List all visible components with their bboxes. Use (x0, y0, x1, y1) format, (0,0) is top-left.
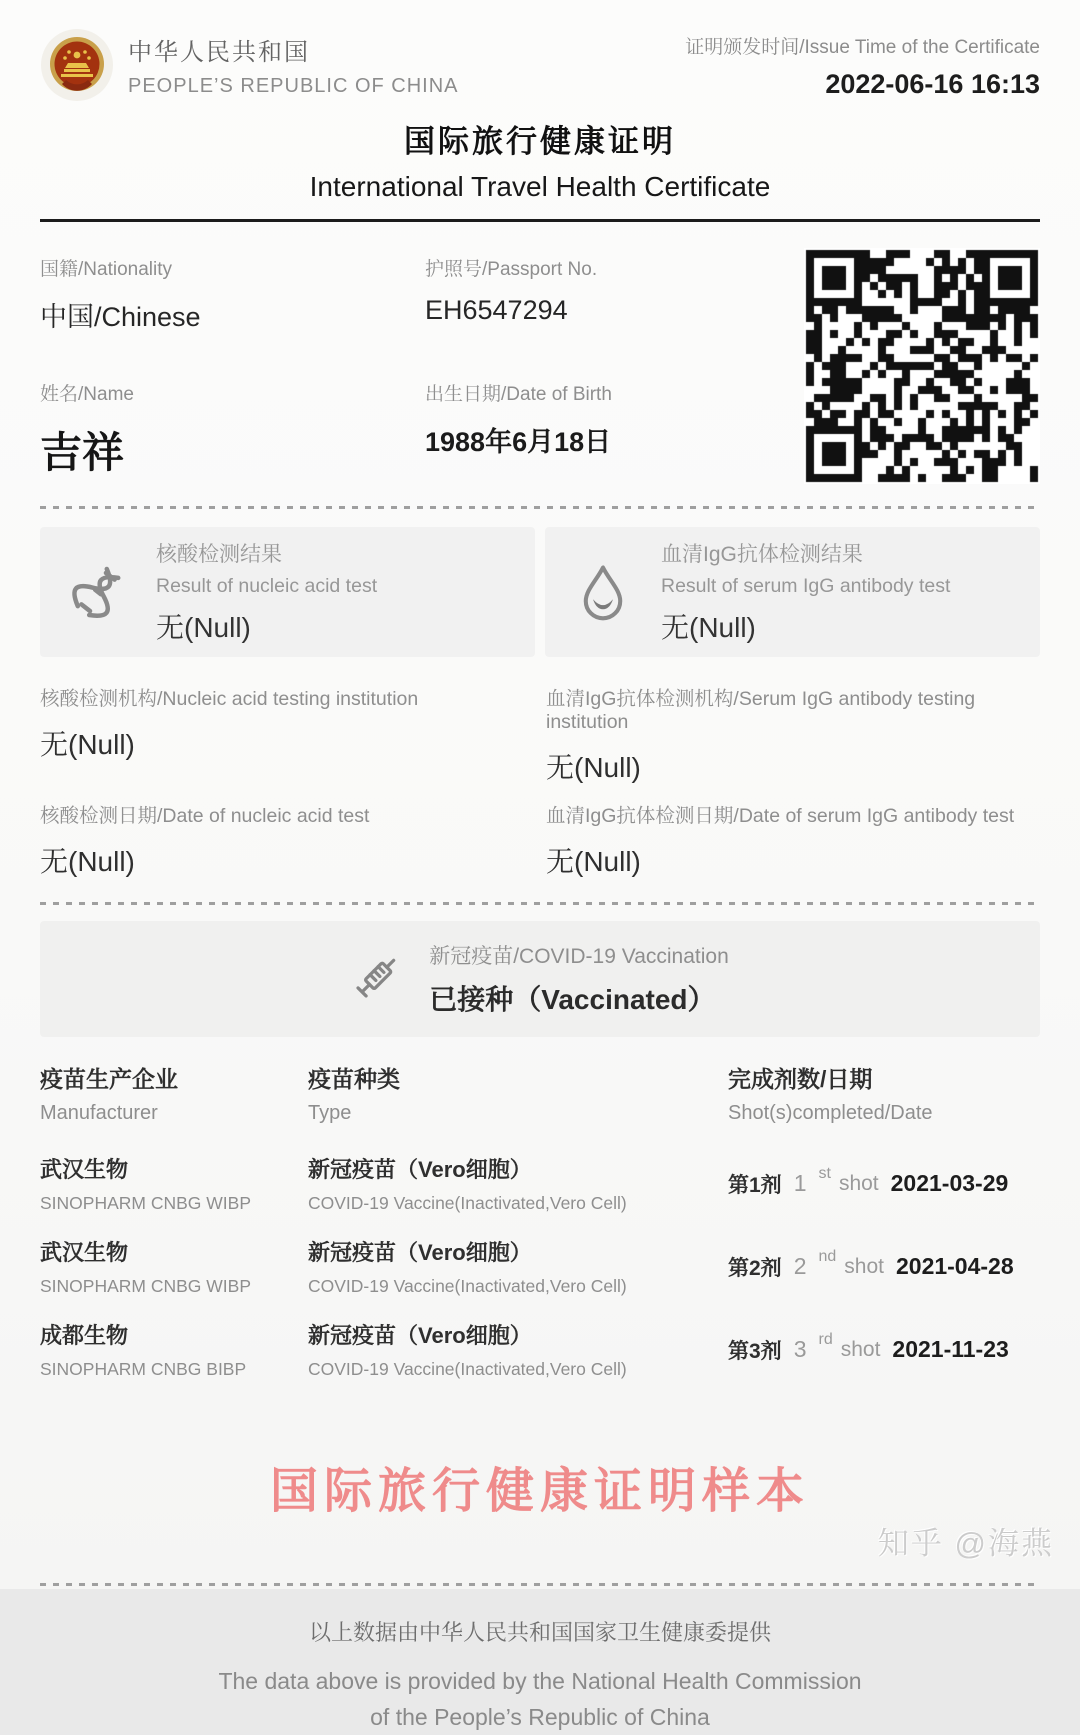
dose-date: 2021-04-28 (895, 1253, 1014, 1279)
test-details (40, 683, 1040, 880)
col-header-shots (728, 1061, 1040, 1125)
type-en: COVID-19 Vaccine(Inactivated,Vero Cell) (308, 1359, 627, 1379)
sample-watermark: 国际旅行健康证明样本 (269, 1465, 810, 1518)
title-zh: 国际旅行健康证明 (404, 124, 676, 159)
dose-label: 第2剂 (728, 1256, 782, 1280)
vaccination-banner (40, 921, 1040, 1037)
name-field (40, 379, 425, 485)
type-zh: 新冠疫苗（Vero细胞） (308, 1240, 532, 1265)
title-en: International Travel Health Certificate (309, 171, 771, 202)
country-name-en: PEOPLE’S REPUBLIC OF CHINA (128, 75, 459, 97)
zhihu-watermark: 知乎 @海燕 (877, 1526, 1054, 1561)
nationality-value: 中国/Chinese (40, 302, 201, 332)
vaccination-title: 新冠疫苗/COVID-19 Vaccination (429, 945, 729, 968)
divider (40, 506, 1040, 509)
type-en: COVID-19 Vaccine(Inactivated,Vero Cell) (308, 1193, 627, 1213)
nucleic-card-value: 无(Null) (156, 612, 251, 643)
col-header-manufacturer (40, 1061, 308, 1125)
manufacturer-en: SINOPHARM CNBG WIBP (40, 1276, 251, 1296)
header-zh: 完成剂数/日期 (728, 1066, 873, 1092)
detail-label: 血清IgG抗体检测日期/Date of serum IgG antibody test (546, 805, 1015, 827)
blood-drop-icon (545, 563, 661, 621)
dose-number: 2 (793, 1253, 807, 1279)
table-row-type (308, 1311, 728, 1388)
nationality-label: 国籍/Nationality (40, 259, 172, 280)
name-label: 姓名/Name (40, 383, 134, 405)
detail-label: 核酸检测日期/Date of nucleic acid test (40, 805, 370, 827)
dose-number: 1 (793, 1170, 807, 1196)
dose-word: shot (840, 1337, 881, 1361)
footer-en-line1: The data above is provided by the National Health Commission (218, 1668, 862, 1694)
manufacturer-zh: 武汉生物 (40, 1157, 129, 1182)
certificate-title (40, 116, 1040, 222)
header-zh: 疫苗种类 (308, 1066, 400, 1092)
nucleic-acid-card (40, 527, 535, 657)
detail-value: 无(Null) (40, 846, 135, 877)
dose-ordinal: nd (818, 1247, 837, 1265)
table-row-manufacturer (40, 1228, 308, 1305)
col-header-type (308, 1061, 728, 1125)
table-row-manufacturer (40, 1145, 308, 1222)
serum-date (546, 800, 1040, 880)
footer-en-line2: of the People’s Republic of China (370, 1704, 710, 1730)
dose-date: 2021-11-23 (892, 1336, 1009, 1362)
manufacturer-en: SINOPHARM CNBG WIBP (40, 1193, 251, 1213)
nationality-field (40, 254, 425, 339)
passport-field (425, 254, 792, 339)
manufacturer-en: SINOPHARM CNBG BIBP (40, 1359, 247, 1379)
dose-label: 第3剂 (728, 1339, 782, 1363)
test-result-cards (40, 527, 1040, 657)
dose-word: shot (838, 1171, 879, 1195)
header-en: Manufacturer (40, 1102, 158, 1124)
table-row-manufacturer (40, 1311, 308, 1388)
type-en: COVID-19 Vaccine(Inactivated,Vero Cell) (308, 1276, 627, 1296)
birth-field (425, 379, 792, 485)
detail-value: 无(Null) (40, 729, 135, 760)
nucleic-date (40, 800, 534, 880)
table-row-dose (728, 1228, 1040, 1305)
footer-zh: 以上数据由中华人民共和国国家卫生健康委提供 (308, 1620, 771, 1645)
passport-label: 护照号/Passport No. (425, 259, 598, 280)
qr-code (804, 248, 1040, 484)
national-emblem-icon (40, 28, 114, 102)
dose-number: 3 (793, 1336, 807, 1362)
header-en: Shot(s)completed/Date (728, 1102, 933, 1124)
dose-label: 第1剂 (728, 1173, 782, 1197)
nucleic-card-title-en: Result of nucleic acid test (156, 575, 378, 597)
vaccination-status: 已接种（Vaccinated） (429, 984, 716, 1015)
issue-time-label: 证明颁发时间/Issue Time of the Certificate (685, 37, 1040, 58)
dose-ordinal: st (818, 1164, 831, 1182)
divider (40, 1583, 1040, 1586)
issue-time-value: 2022-06-16 16:13 (825, 69, 1040, 99)
header (40, 28, 1040, 102)
name-value: 吉祥 (40, 428, 125, 476)
dose-word: shot (844, 1254, 884, 1278)
serum-card-title-en: Result of serum IgG antibody test (661, 575, 951, 597)
nucleic-card-title-zh: 核酸检测结果 (156, 543, 282, 566)
country-name-zh: 中华人民共和国 (128, 39, 310, 66)
header-en: Type (308, 1102, 352, 1124)
passport-value: EH6547294 (425, 295, 568, 325)
footer (40, 1616, 1040, 1735)
serum-igg-card (545, 527, 1040, 657)
detail-value: 无(Null) (546, 846, 641, 877)
holder-info (40, 248, 1040, 484)
dna-icon (40, 563, 156, 621)
table-row-type (308, 1228, 728, 1305)
dose-ordinal: rd (818, 1330, 833, 1348)
header-zh: 疫苗生产企业 (40, 1066, 178, 1092)
nucleic-institution (40, 683, 534, 786)
syringe-icon (351, 951, 403, 1008)
detail-label: 血清IgG抗体检测机构/Serum IgG antibody testing institution (546, 688, 976, 733)
detail-label: 核酸检测机构/Nucleic acid testing institution (40, 688, 419, 710)
divider (40, 902, 1040, 905)
table-row-dose (728, 1311, 1040, 1388)
birth-label: 出生日期/Date of Birth (425, 383, 612, 405)
table-row-type (308, 1145, 728, 1222)
vaccine-table (40, 1061, 1040, 1388)
dose-date: 2021-03-29 (890, 1170, 1009, 1196)
type-zh: 新冠疫苗（Vero细胞） (308, 1157, 532, 1182)
manufacturer-zh: 成都生物 (40, 1323, 129, 1348)
serum-card-title-zh: 血清IgG抗体检测结果 (661, 543, 863, 566)
manufacturer-zh: 武汉生物 (40, 1240, 129, 1265)
birth-value: 1988年6月18日 (425, 426, 612, 457)
table-row-dose (728, 1145, 1040, 1222)
serum-institution (546, 683, 1040, 786)
type-zh: 新冠疫苗（Vero细胞） (308, 1323, 532, 1348)
serum-card-value: 无(Null) (661, 612, 756, 643)
detail-value: 无(Null) (546, 752, 641, 783)
